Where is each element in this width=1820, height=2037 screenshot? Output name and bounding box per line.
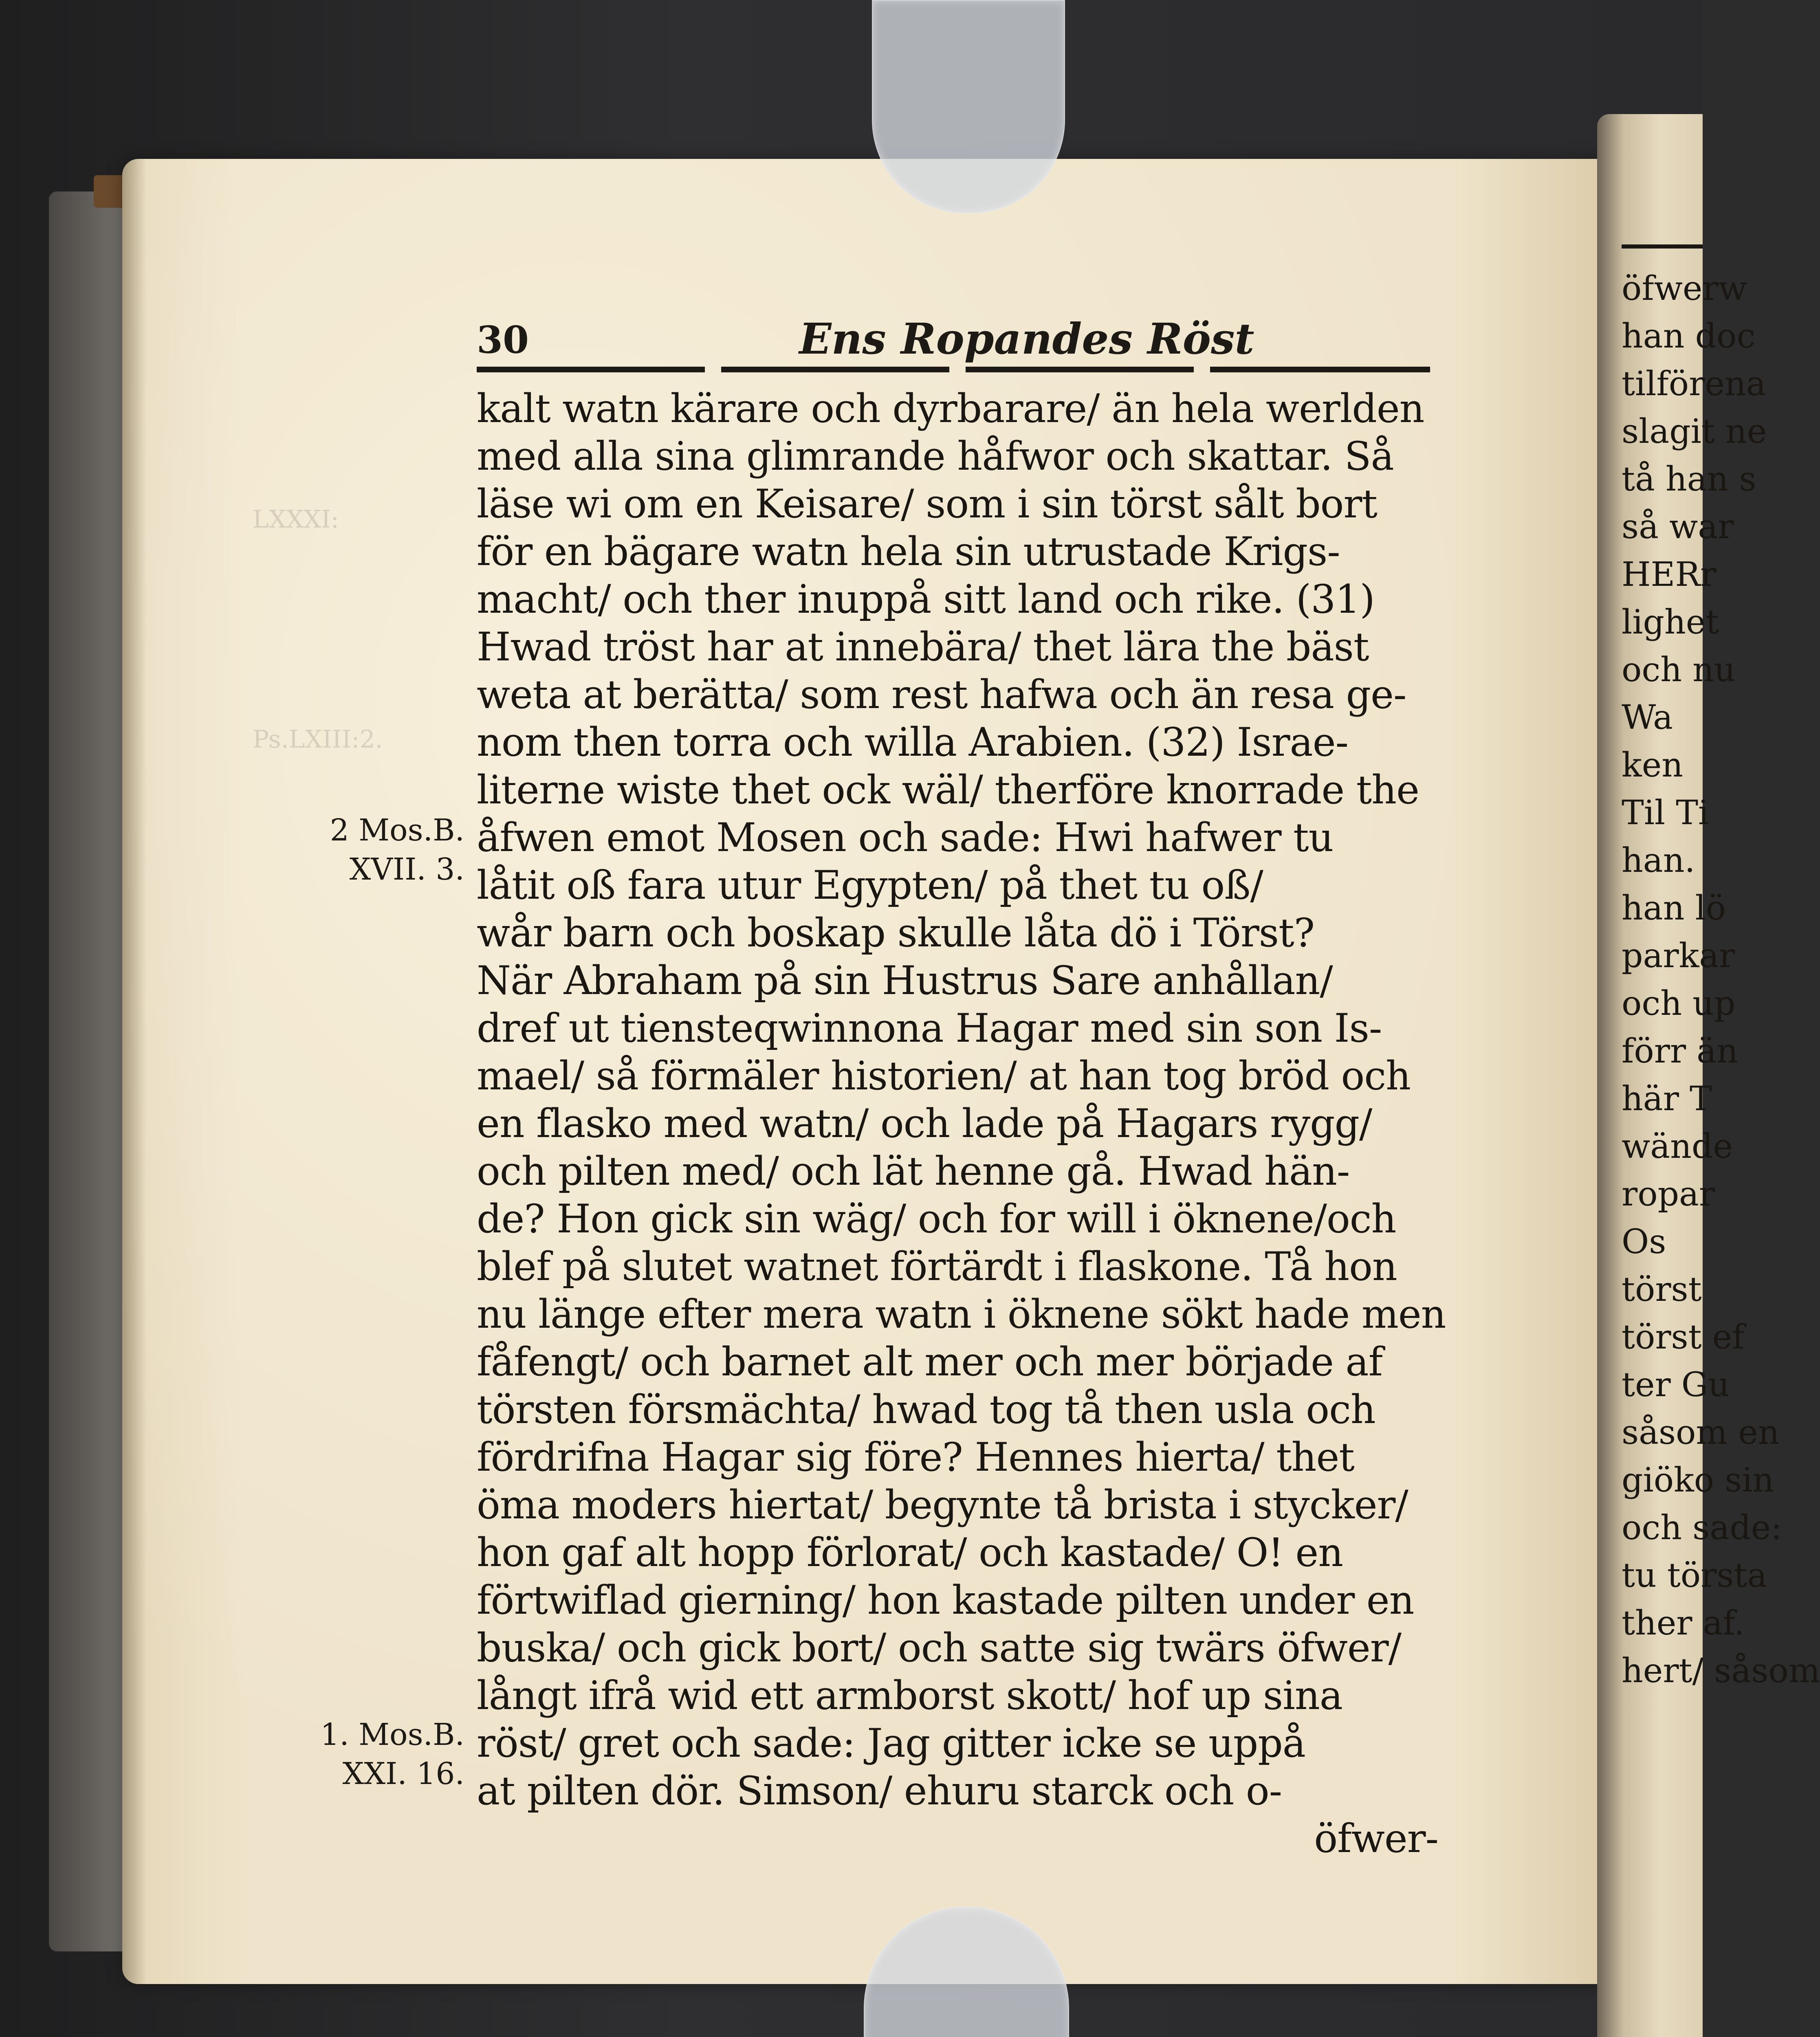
- text-line: fördrifna Hagar sig före? Hennes hierta/ thet: [477, 1434, 1354, 1480]
- facing-page-line: wände: [1622, 1127, 1733, 1166]
- page-header: [477, 310, 1430, 363]
- facing-page-line: så war: [1622, 508, 1734, 546]
- facing-page-top-margin: [1597, 114, 1703, 244]
- text-line: buska/ och gick bort/ och satte sig twärs öfwer/: [477, 1625, 1401, 1671]
- facing-page-line: här T: [1622, 1080, 1712, 1118]
- facing-page-line: såsom en: [1622, 1413, 1780, 1452]
- text-line: med alla sina glimrande håfwor och skattar. Så: [477, 433, 1394, 479]
- facing-page-line: och up: [1622, 984, 1736, 1023]
- text-line: blef på slutet watnet förtärdt i flaskone. Tå hon: [477, 1244, 1397, 1289]
- text-line: macht/ och ther inuppå sitt land och rike. (31): [477, 576, 1375, 622]
- text-line: nom then torra och willa Arabien. (32) Israe-: [477, 719, 1348, 765]
- facing-page-line: tu törsta: [1622, 1556, 1767, 1595]
- text-line: långt ifrå wid ett armborst skott/ hof up sina: [477, 1673, 1342, 1718]
- text-line: at pilten dör. Simson/ ehuru starck och o-: [477, 1768, 1282, 1814]
- facing-page-line: han doc: [1622, 317, 1756, 356]
- facing-page-line: och nu: [1622, 651, 1736, 689]
- text-line: kalt watn kärare och dyrbarare/ än hela werlden: [477, 386, 1424, 431]
- text-line: förtwiflad gierning/ hon kastade pilten under en: [477, 1577, 1414, 1623]
- text-line: När Abraham på sin Hustrus Sare anhållan/: [477, 958, 1333, 1003]
- page-number: 30: [477, 318, 529, 362]
- facing-page-line: törst ef: [1622, 1318, 1745, 1357]
- running-title: Ens Ropandes Röst: [799, 314, 1254, 364]
- text-line: en flasko med watn/ och lade på Hagars rygg/: [477, 1101, 1372, 1146]
- facing-page-line: slagit ne: [1622, 412, 1767, 451]
- text-line: nu länge efter mera watn i öknene sökt hade men: [477, 1291, 1446, 1337]
- facing-page-line: han.: [1622, 841, 1695, 880]
- show-through-text: Ps.LXIII:2.: [253, 725, 383, 754]
- text-line: åfwen emot Mosen och sade: Hwi hafwer tu: [477, 815, 1334, 860]
- text-line: weta at berätta/ som rest hafwa och än resa ge-: [477, 672, 1406, 717]
- body-text: [477, 385, 1446, 1863]
- header-rule: [477, 367, 1430, 372]
- facing-page-text: [1597, 265, 1820, 1695]
- facing-page-line: ropar: [1622, 1175, 1715, 1214]
- margin-reference: [301, 1715, 464, 1793]
- text-line: de? Hon gick sin wäg/ och for will i öknene/och: [477, 1196, 1396, 1242]
- facing-page: [1597, 114, 1820, 2037]
- facing-page-line: HERr: [1622, 555, 1717, 594]
- facing-page-line: giöko sin: [1622, 1461, 1774, 1500]
- text-line: läse wi om en Keisare/ som i sin törst sålt bort: [477, 481, 1377, 527]
- facing-page-line: ter Gu: [1622, 1366, 1730, 1404]
- text-line: hon gaf alt hopp förlorat/ och kastade/ O! en: [477, 1530, 1343, 1575]
- text-line: dref ut tiensteqwinnona Hagar med sin son Is-: [477, 1005, 1382, 1051]
- facing-page-line: ken: [1622, 746, 1684, 785]
- facing-page-line: lighet: [1622, 603, 1719, 642]
- text-line: törsten försmächta/ hwad tog tå then usla och: [477, 1387, 1375, 1432]
- facing-page-line: hert/ såsom: [1622, 1652, 1820, 1690]
- page-clip-top: [872, 0, 1065, 213]
- margin-reference-chapter: XVII. 3.: [349, 852, 464, 887]
- text-line: Hwad tröst har at innebära/ thet lära the bäst: [477, 624, 1369, 670]
- facing-page-line: Wa: [1622, 698, 1673, 737]
- facing-page-line: Til Ti: [1622, 794, 1709, 832]
- facing-page-line: och sade:: [1622, 1509, 1782, 1547]
- text-line: wår barn och boskap skulle låta dö i Törst?: [477, 910, 1315, 956]
- facing-page-line: Os: [1622, 1223, 1666, 1261]
- facing-page-line: törst: [1622, 1270, 1702, 1309]
- text-line: för en bägare watn hela sin utrustade Krigs-: [477, 529, 1340, 574]
- margin-reference-book: 1. Mos.B.: [320, 1717, 464, 1752]
- facing-page-line: ther af.: [1622, 1604, 1745, 1643]
- text-line: literne wiste thet ock wäl/ therföre knorrade the: [477, 767, 1419, 813]
- facing-page-line: han lö: [1622, 889, 1726, 928]
- text-line: och pilten med/ och lät henne gå. Hwad hän-: [477, 1148, 1350, 1194]
- text-line: fåfengt/ och barnet alt mer och mer började af: [477, 1339, 1383, 1385]
- facing-page-line: parkar: [1622, 937, 1735, 975]
- facing-page-rule: [1622, 244, 1703, 249]
- text-line: öfwer-: [1314, 1816, 1438, 1861]
- facing-page-line: förr än: [1622, 1032, 1738, 1071]
- show-through-text: LXXXI:: [253, 505, 339, 534]
- text-line: öma moders hiertat/ begynte tå brista i stycker/: [477, 1482, 1408, 1528]
- margin-reference-book: 2 Mos.B.: [330, 813, 464, 848]
- margin-reference: [301, 811, 464, 889]
- text-line: låtit oß fara utur Egypten/ på thet tu oß/: [477, 862, 1263, 908]
- facing-page-line: tilförena: [1622, 365, 1766, 403]
- text-line: mael/ så förmäler historien/ at han tog bröd och: [477, 1053, 1411, 1099]
- facing-page-line: öfwerw: [1622, 269, 1747, 308]
- text-line: röst/ gret och sade: Jag gitter icke se uppå: [477, 1720, 1305, 1766]
- margin-reference-chapter: XXI. 16.: [342, 1756, 464, 1791]
- facing-page-line: tå han s: [1622, 460, 1756, 499]
